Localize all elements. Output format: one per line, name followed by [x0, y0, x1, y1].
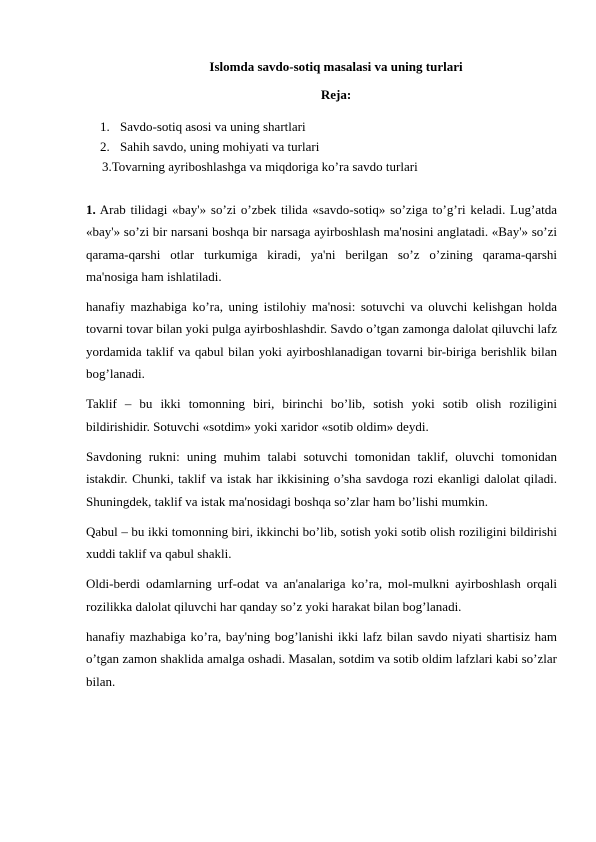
paragraph — [86, 573, 557, 618]
plan-item-number: 2. — [100, 139, 110, 154]
plan-item-number: 1. — [100, 119, 110, 134]
paragraph-text: Taklif – bu ikki tomonning biri, birinchi bo’lib, sotish yoki sotib olish roziligini bildirishidir. Sotuvchi «sotdim» yoki xaridor «sotib oldim» deydi. — [86, 396, 557, 434]
paragraph-text: hanafiy mazhabiga ko’ra, bay'ning bog’lanishi ikki lafz bilan savdo niyati shartisiz ham o’tgan zamon shaklida amalga oshadi. Masalan, sotdim va sotib oldim lafzlari kabi so’zlar bilan. — [86, 629, 557, 689]
paragraph — [86, 393, 557, 438]
paragraph — [86, 296, 557, 385]
paragraph — [86, 199, 557, 288]
paragraph — [86, 446, 557, 513]
paragraph — [86, 626, 557, 693]
paragraph-text: hanafiy mazhabiga ko’ra, uning istilohiy ma'nosi: sotuvchi va oluvchi kelishgan holda tovarni tovar bilan yoki pulga ayirboshlashdir. Savdo o’tgan zamonga dalolat qiluvchi lafz yordamida taklif va qabul bilan yoki ayirboshlanadigan tovarni bir-biriga berishlik bilan bog’lanadi. — [86, 299, 557, 382]
plan-item-text: Savdo-sotiq asosi va uning shartlari — [120, 119, 306, 134]
plan-heading: Reja: — [320, 87, 352, 102]
document-body — [86, 199, 557, 701]
paragraph-text: Savdoning rukni: uning muhim talabi sotuvchi tomonidan taklif, oluvchi tomonidan istakdir. Chunki, taklif va istak har ikkisining o’sha savdoga rozi ekanligi dalolat qiladi. Shuningdek, taklif va istak ma'nosidagi boshqa so’zlar ham bo’lishi mumkin. — [86, 448, 557, 509]
plan-item — [100, 117, 520, 137]
paragraph-text: Qabul – bu ikki tomonning biri, ikkinchi bo’lib, sotish yoki sotib olish roziligini bildirishi xuddi taklif va qabul shakli. — [86, 523, 557, 562]
plan-item-text: Sahih savdo, uning mohiyati va turlari — [120, 139, 320, 154]
document-title: Islomda savdo-sotiq masalasi va uning turlari — [209, 59, 463, 74]
paragraph-text: Arab tilidagi «bay'» so’zi o’zbek tilida «savdo-sotiq» so’ziga to’g’ri keladi. Lug’atda «bay'» so’zi bir narsani boshqa bir narsaga ayirboshlash ma'nosini anglatadi. «Bay'» so’zi qarama-qarshi otlar turkumiga kiradi, ya'ni berilgan so’z o’zining qarama-qarshi ma'nosiga ham ishlatiladi. — [86, 202, 557, 284]
paragraph — [86, 521, 557, 566]
plan-item — [102, 157, 520, 177]
paragraph-text: Oldi-berdi odamlarning urf-odat va an'analariga ko’ra, mol-mulkni ayirboshlash orqali rozilikka dalolat qiluvchi har qanday so’z yoki harakat bilan bog’lanadi. — [86, 576, 557, 614]
plan-item — [100, 137, 520, 157]
plan-item-text: 3.Tovarning ayriboshlashga va miqdoriga ko’ra savdo turlari — [102, 159, 418, 174]
paragraph-number: 1. — [86, 202, 96, 217]
plan-list — [100, 117, 520, 177]
